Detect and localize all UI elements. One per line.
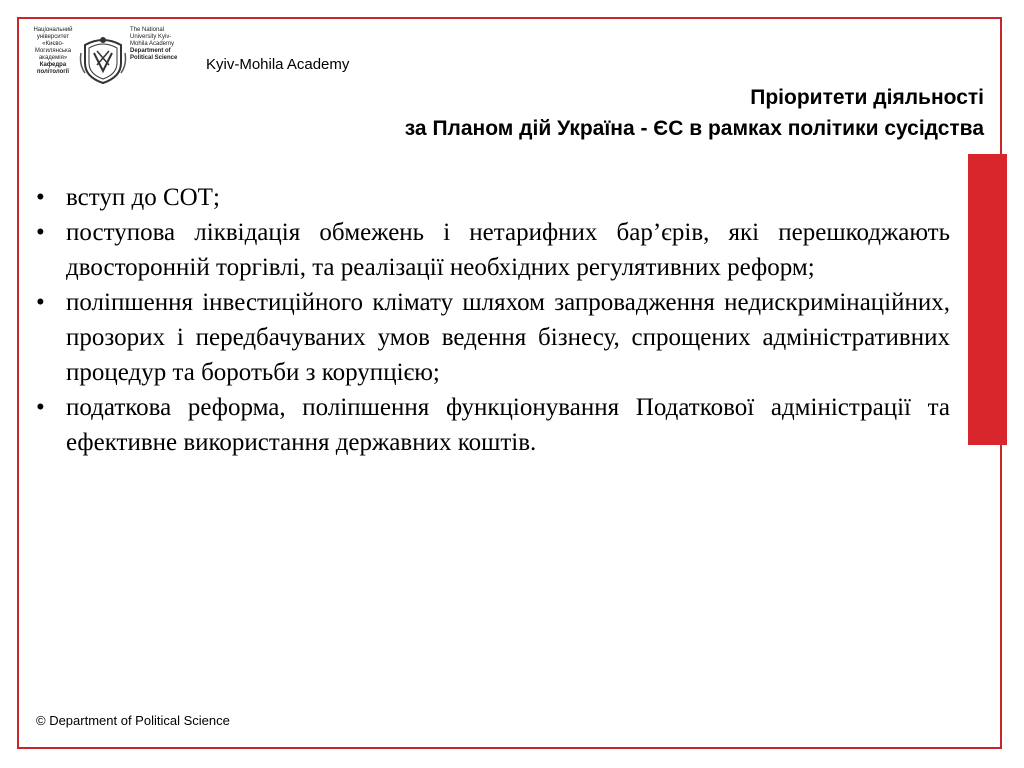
list-item-text: податкова реформа, поліпшення функціонування Податкової адміністрації та ефективне використання державних коштів. bbox=[66, 394, 950, 456]
logo-en-name: The National University Kyiv-Mohila Academy bbox=[130, 27, 175, 47]
logo-en-text bbox=[130, 27, 182, 62]
bullet-icon: • bbox=[36, 394, 45, 421]
list-item-text: поліпшення інвестиційного клімату шляхом запровадження недискримінаційних, прозорих і передбачуваних умов ведення бізнесу, спрощених адміністративних процедур та боротьби з корупцією; bbox=[66, 289, 950, 386]
bullet-icon: • bbox=[36, 289, 45, 316]
list-item bbox=[36, 390, 950, 460]
title-line-1: Пріоритети діяльності bbox=[750, 86, 984, 109]
logo-ua-name: Національний університет «Києво-Могилянська академія» bbox=[33, 27, 73, 61]
list-item bbox=[36, 180, 950, 215]
accent-bar bbox=[968, 154, 1007, 445]
logo-ua-dept: Кафедра політології bbox=[36, 62, 70, 75]
academy-name: Kyiv-Mohila Academy bbox=[206, 56, 350, 73]
bullet-icon: • bbox=[36, 184, 45, 211]
logo-en-dept: Department of Political Science bbox=[130, 48, 178, 61]
slide-title bbox=[405, 82, 984, 144]
logo-ua-text bbox=[30, 27, 76, 76]
footer-copyright: © Department of Political Science bbox=[36, 713, 230, 728]
bullet-list bbox=[36, 180, 950, 460]
list-item-text: поступова ліквідація обмежень і нетарифних бар’єрів, які перешкоджають двосторонній торгівлі, та реалізації необхідних регулятивних реформ; bbox=[66, 219, 950, 281]
bullet-icon: • bbox=[36, 219, 45, 246]
crest-icon bbox=[79, 33, 127, 85]
university-logo bbox=[30, 27, 180, 89]
title-line-2: за Планом дій Україна - ЄС в рамках політики сусідства bbox=[404, 117, 984, 140]
list-item-text: вступ до СОТ; bbox=[66, 184, 220, 211]
list-item bbox=[36, 215, 950, 285]
list-item bbox=[36, 285, 950, 390]
